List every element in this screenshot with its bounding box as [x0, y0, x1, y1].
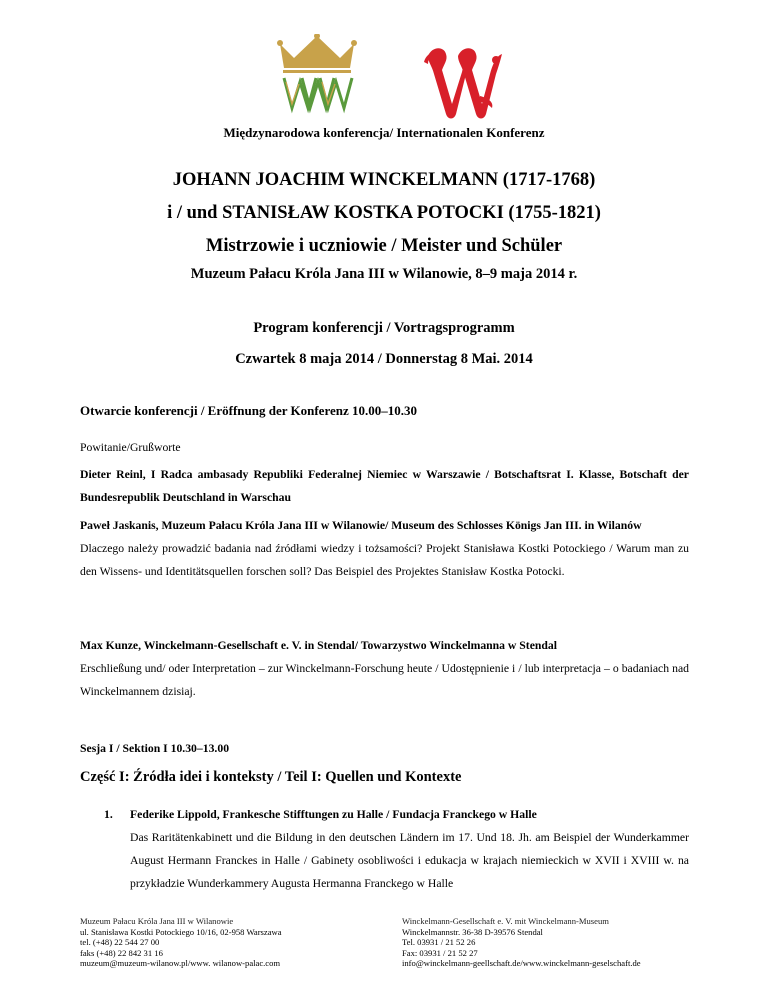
conference-subtitle: Mistrzowie i uczniowie / Meister und Schüler: [205, 236, 563, 256]
program-title: Program konferencji / Vortragsprogramm: [253, 320, 515, 336]
speaker-jaskanis: Paweł Jaskanis, Muzeum Pałacu Króla Jana III w Wilanowie/ Museum des Schlosses Königs Jan III. in Wilanów: [80, 519, 642, 532]
item-number: 1.: [104, 808, 113, 821]
footer-line: Tel. 03931 / 21 52 26: [402, 937, 476, 948]
footer-line: faks (+48) 22 842 31 16: [80, 947, 163, 958]
footer-line: muzeum@muzeum-wilanow.pl/www. wilanow-palac.com: [80, 958, 281, 969]
talk-kunze: Erschließung und/ oder Interpretation – zur Winckelmann-Forschung heute / Udostępnienie i / lub interpretacja – o badaniach nad Winckelmannem dzisiaj.: [80, 662, 689, 698]
speaker-reinl: Dieter Reinl, I Radca ambasady Republiki Federalnej Niemiec w Warszawie / Botschaftsrat I. Klasse, Botschaft der Bundesrepublik Deutschland in Warschau: [80, 468, 689, 504]
conference-title-line-1: JOHANN JOACHIM WINCKELMANN (1717-1768): [172, 170, 596, 190]
conference-venue: Muzeum Pałacu Króla Jana III w Wilanowie, 8–9 maja 2014 r.: [190, 266, 578, 282]
conference-title-line-2: i / und STANISŁAW KOSTKA POTOCKI (1755-1821): [167, 203, 601, 223]
footer-line: Fax: 03931 / 21 52 27: [402, 947, 478, 958]
footer-line: ul. Stanisława Kostki Potockiego 10/16, 02-958 Warszawa: [80, 926, 282, 937]
footer-line: Winckelmannstr. 36-38 D-39576 Stendal: [402, 926, 543, 937]
footer-wilanow-contact: [80, 916, 380, 969]
opening-heading: Otwarcie konferencji / Eröffnung der Konferenz 10.00–10.30: [80, 403, 418, 418]
program-date: Czwartek 8 maja 2014 / Donnerstag 8 Mai. 2014: [235, 351, 533, 367]
item-talk: Das Raritätenkabinett und die Bildung in den deutschen Ländern im 17. Und 18. Jh. am Beispiel der Wunderkammer August Hermann Franckes in Halle / Gabinety osobliwości i edukacja w krajach niemieckich w XVII i XVIII w. na przykładzie Wunderkammery Augusta Hermanna Franckego w Halle: [130, 831, 689, 890]
greeting-label: Powitanie/Grußworte: [80, 441, 181, 454]
item-speaker: Federike Lippold, Frankesche Stifftungen zu Halle / Fundacja Franckego w Halle: [130, 808, 537, 821]
logo-bar: [0, 34, 768, 124]
session-heading: Sesja I / Sektion I 10.30–13.00: [80, 742, 230, 755]
footer-winckelmann-contact: [402, 916, 702, 969]
footer-line: Muzeum Pałacu Króla Jana III w Wilanowie: [80, 916, 234, 926]
conference-type: Międzynarodowa konferencja/ Internationalen Konferenz: [223, 125, 545, 140]
footer-line: info@winckelmann-geellschaft.de/www.winckelmann-geselschaft.de: [402, 958, 641, 969]
speaker-kunze: Max Kunze, Winckelmann-Gesellschaft e. V. in Stendal/ Towarzystwo Winckelmanna w Stendal: [80, 639, 557, 652]
speaker-entry-kunze: [80, 634, 689, 703]
wilanow-museum-logo-icon: [272, 34, 362, 114]
winckelmann-society-logo-icon: [422, 44, 504, 122]
part-heading: Część I: Źródła idei i konteksty / Teil I: Quellen und Kontexte: [80, 769, 462, 785]
footer-line: tel. (+48) 22 544 27 00: [80, 937, 160, 948]
speaker-entry-jaskanis: [80, 514, 689, 583]
footer-line: Winckelmann-Gesellschaft e. V. mit Winckelmann-Museum: [402, 916, 609, 926]
talk-jaskanis: Dlaczego należy prowadzić badania nad źródłami wiedzy i tożsamości? Projekt Stanisława Kostki Potockiego / Warum man zu den Wissens- und Identitätsquellen forschen soll? Das Beispiel des Projektes Stanisław Kostka Potocki.: [80, 542, 689, 578]
